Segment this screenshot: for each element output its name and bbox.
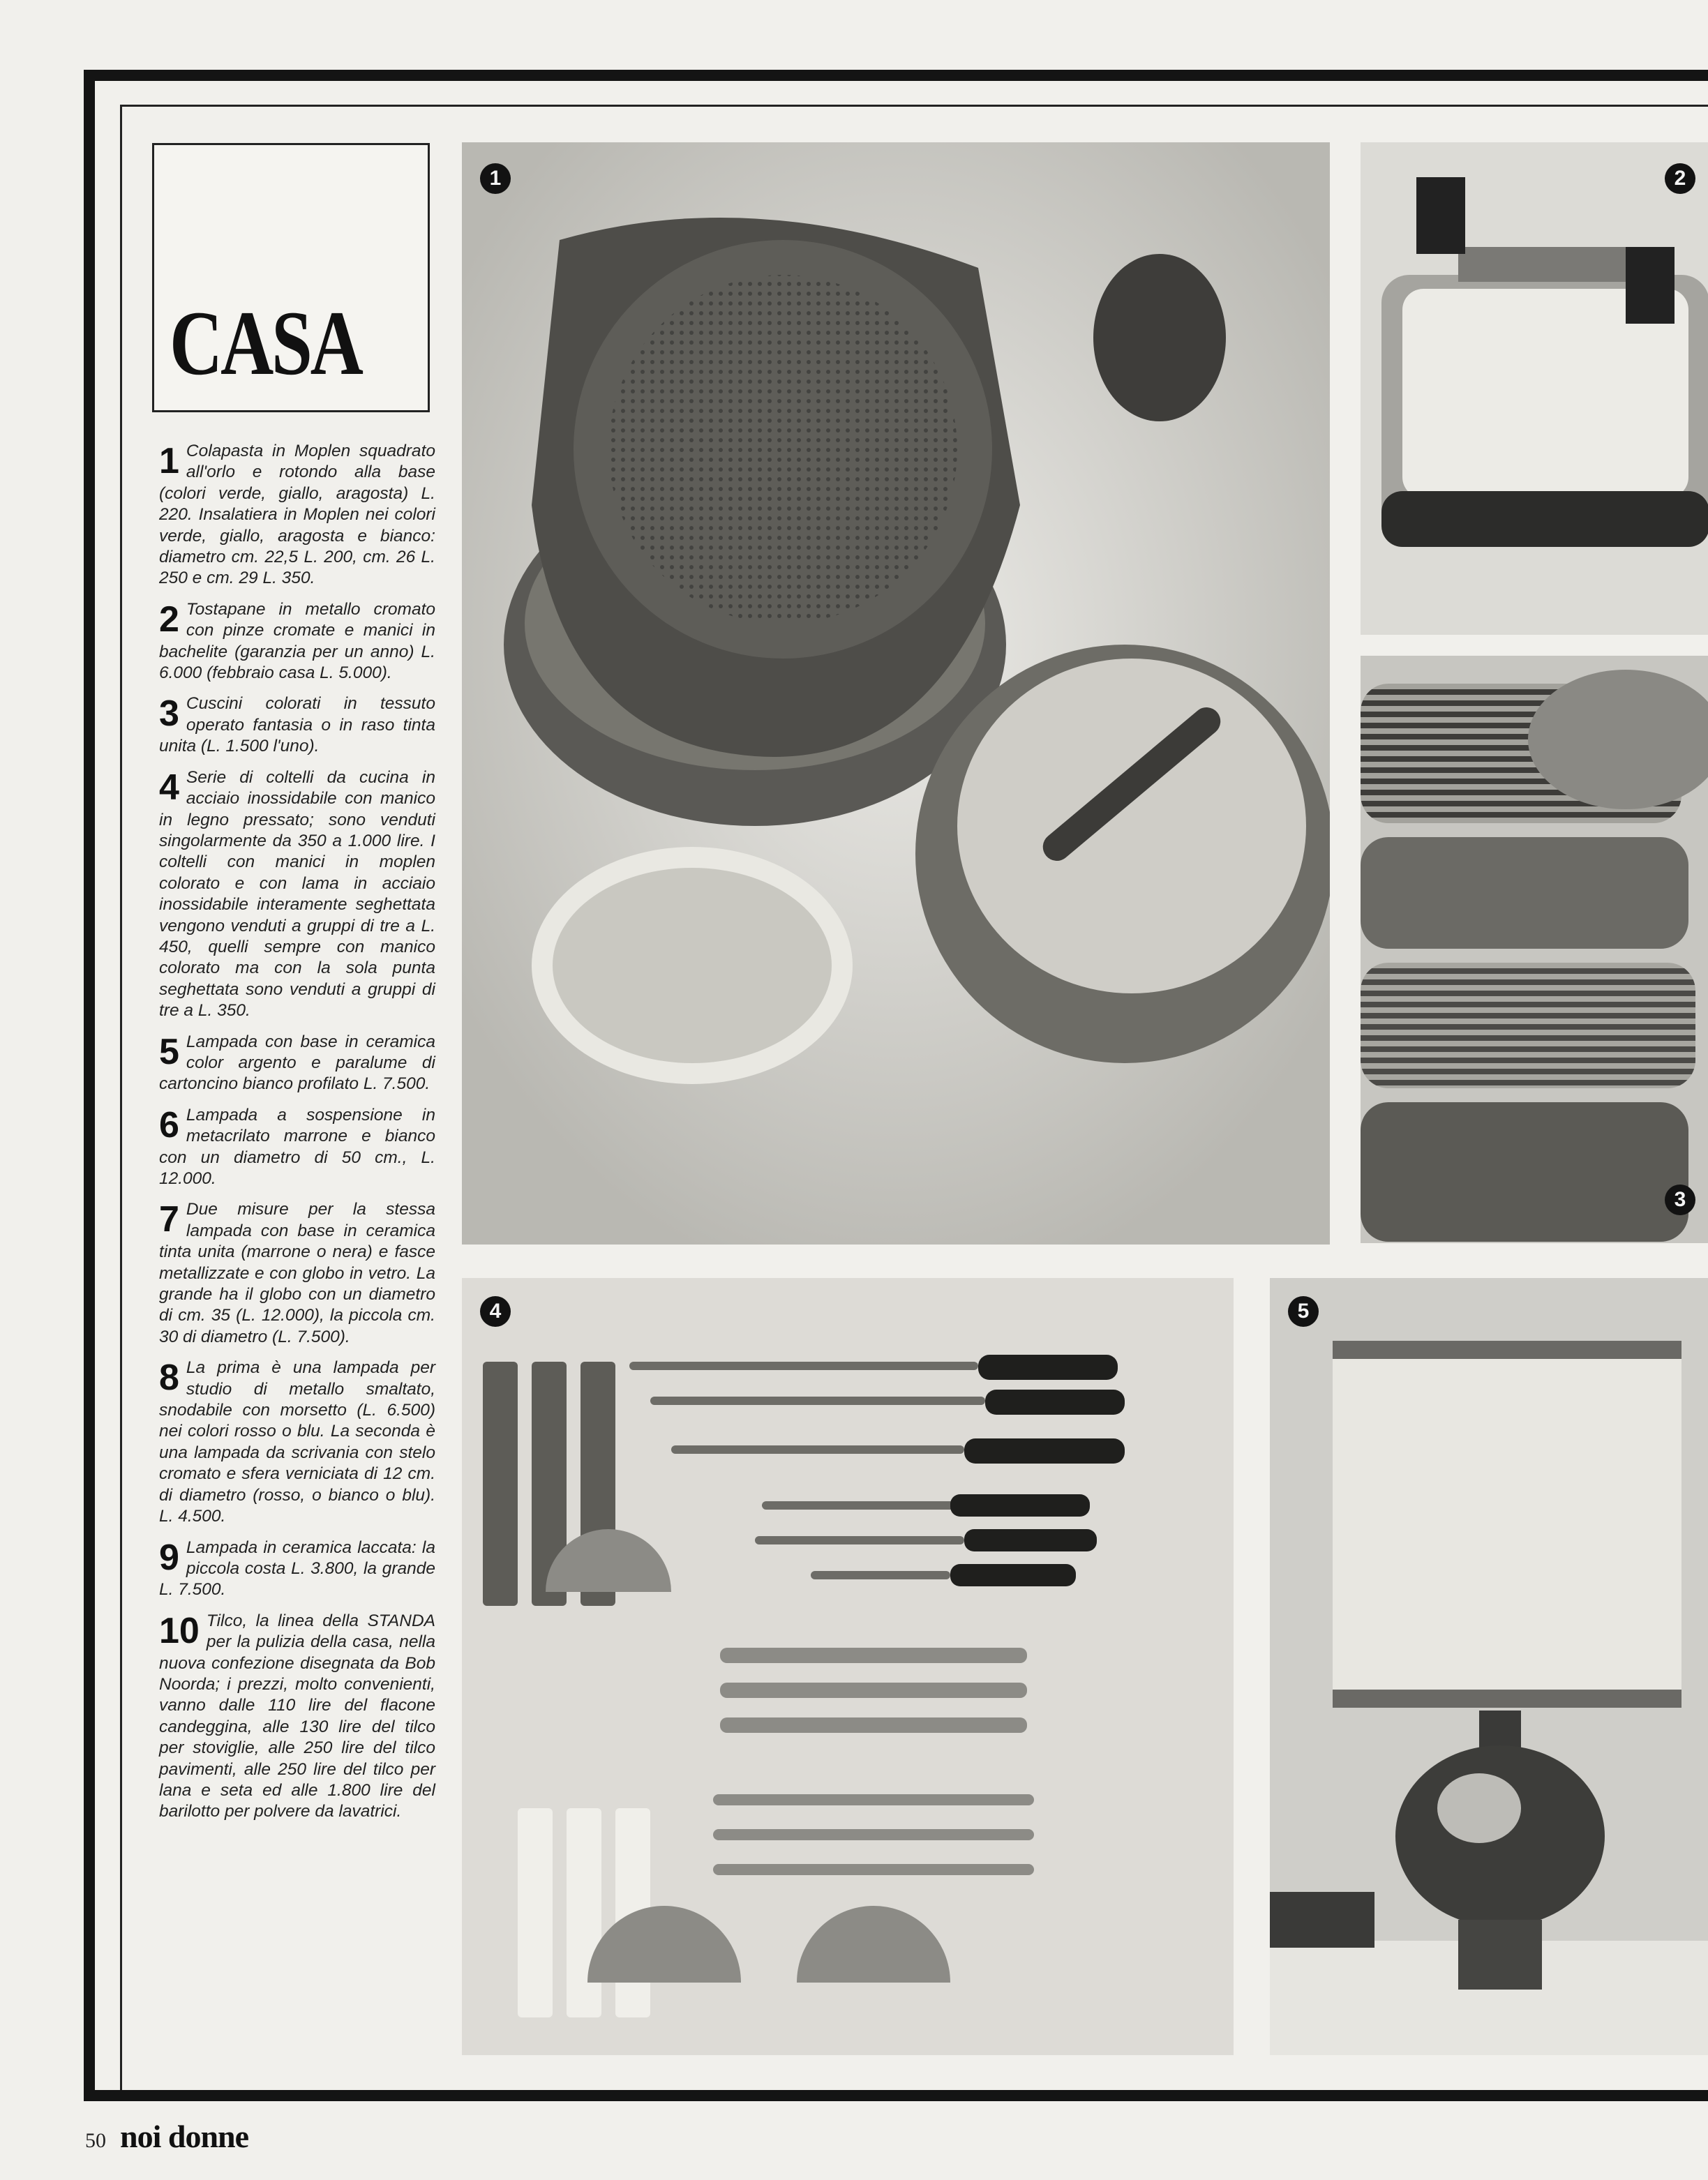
item-number: 9	[159, 1537, 179, 1578]
item-number: 7	[159, 1199, 179, 1240]
photo-label: 4	[480, 1296, 511, 1327]
item-text: La prima è una lampada per studio di metallo smaltato, snodabile con morsetto (L. 6.500) nei colori rosso o blu. La seconda è una lampada da scrivania con stelo cromato e sfera verniciata di 12 cm. di diametro (rosso, o bianco o blu). L. 4.500.	[159, 1358, 435, 1526]
photo-colander-bowls	[462, 142, 1330, 1245]
lamp-illustration	[1270, 1278, 1708, 2055]
item-text: Due misure per la stessa lampada con base in ceramica tinta unita (marrone o nera) e fasce metallizzate e con globo in vetro. La grande ha il globo con un diametro di cm. 35 (L. 12.000), la piccola cm. 30 di diametro (L. 7.500).	[159, 1200, 435, 1346]
item-text: Lampada a sospensione in metacrilato marrone e bianco con un diametro di 50 cm., L. 12.000.	[159, 1105, 435, 1188]
photo-label: 2	[1665, 163, 1695, 194]
photo-toaster	[1361, 142, 1708, 635]
list-item	[159, 693, 435, 757]
article-text	[159, 441, 435, 1833]
toaster-illustration	[1361, 142, 1708, 635]
list-item	[159, 441, 435, 589]
photo-lamp	[1270, 1278, 1708, 2055]
page-title: CASA	[170, 292, 361, 394]
item-text: Lampada in ceramica laccata: la piccola costa L. 3.800, la grande L. 7.500.	[159, 1538, 435, 1600]
item-number: 10	[159, 1610, 200, 1651]
list-item	[159, 767, 435, 1022]
photo-label: 1	[480, 163, 511, 194]
knives-illustration	[462, 1278, 1234, 2055]
magazine-name: noi donne	[120, 2119, 249, 2154]
item-text: Lampada con base in ceramica color argento e paralume di cartoncino bianco profilato L. 7.500.	[159, 1032, 435, 1094]
photo-label: 5	[1288, 1296, 1319, 1327]
item-number: 6	[159, 1104, 179, 1145]
item-text: Cuscini colorati in tessuto operato fantasia o in raso tinta unita (L. 1.500 l'uno).	[159, 694, 435, 756]
list-item	[159, 599, 435, 684]
list-item	[159, 1032, 435, 1095]
item-number: 5	[159, 1031, 179, 1072]
list-item	[159, 1105, 435, 1190]
item-number: 2	[159, 599, 179, 640]
photo-cushions	[1361, 656, 1708, 1243]
list-item	[159, 1199, 435, 1348]
item-text: Colapasta in Moplen squadrato all'orlo e rotondo alla base (colori verde, giallo, aragosta) L. 220. Insalatiera in Moplen nei colori verde, giallo, aragosta e bianco: diametro cm. 22,5 L. 200, cm. 26 L. 250 e cm. 29 L. 350.	[159, 442, 435, 588]
item-number: 4	[159, 767, 179, 808]
title-box	[152, 143, 430, 412]
cushions-illustration	[1361, 656, 1708, 1243]
item-number: 8	[159, 1358, 179, 1399]
item-text: Tilco, la linea della STANDA per la pulizia della casa, nella nuova confezione disegnata da Bob Noorda; i prezzi, molto convenienti, vanno dalle 110 lire del flacone candeggina, alle 130 lire del tilco per stoviglie, alle 250 lire del tilco pavimenti, alle 250 lire del tilco per lana e seta ed alle 1.800 lire del barilotto per polvere da lavatrici.	[159, 1611, 435, 1821]
list-item	[159, 1358, 435, 1527]
item-number: 3	[159, 693, 179, 735]
list-item	[159, 1611, 435, 1823]
photo-label: 3	[1665, 1185, 1695, 1215]
item-text: Tostapane in metallo cromato con pinze cromate e manici in bachelite (garanzia per un anno) L. 6.000 (febbraio casa L. 5.000).	[159, 599, 435, 683]
item-text: Serie di coltelli da cucina in acciaio inossidabile con manico in legno pressato; sono venduti singolarmente da 350 a 1.000 lire. I coltelli con manici in moplen colorato e con lama in acciaio inossidabile interamente seghettata vengono venduti a gruppi di tre a L. 450, quelli sempre con manico colorato ma con la sola punta seghettata sono venduti a gruppi di tre a L. 350.	[159, 767, 435, 1021]
photo-knives	[462, 1278, 1234, 2055]
list-item	[159, 1538, 435, 1601]
colander-illustration	[462, 142, 1330, 1245]
page-number: 50	[85, 2129, 106, 2152]
item-number: 1	[159, 441, 179, 481]
